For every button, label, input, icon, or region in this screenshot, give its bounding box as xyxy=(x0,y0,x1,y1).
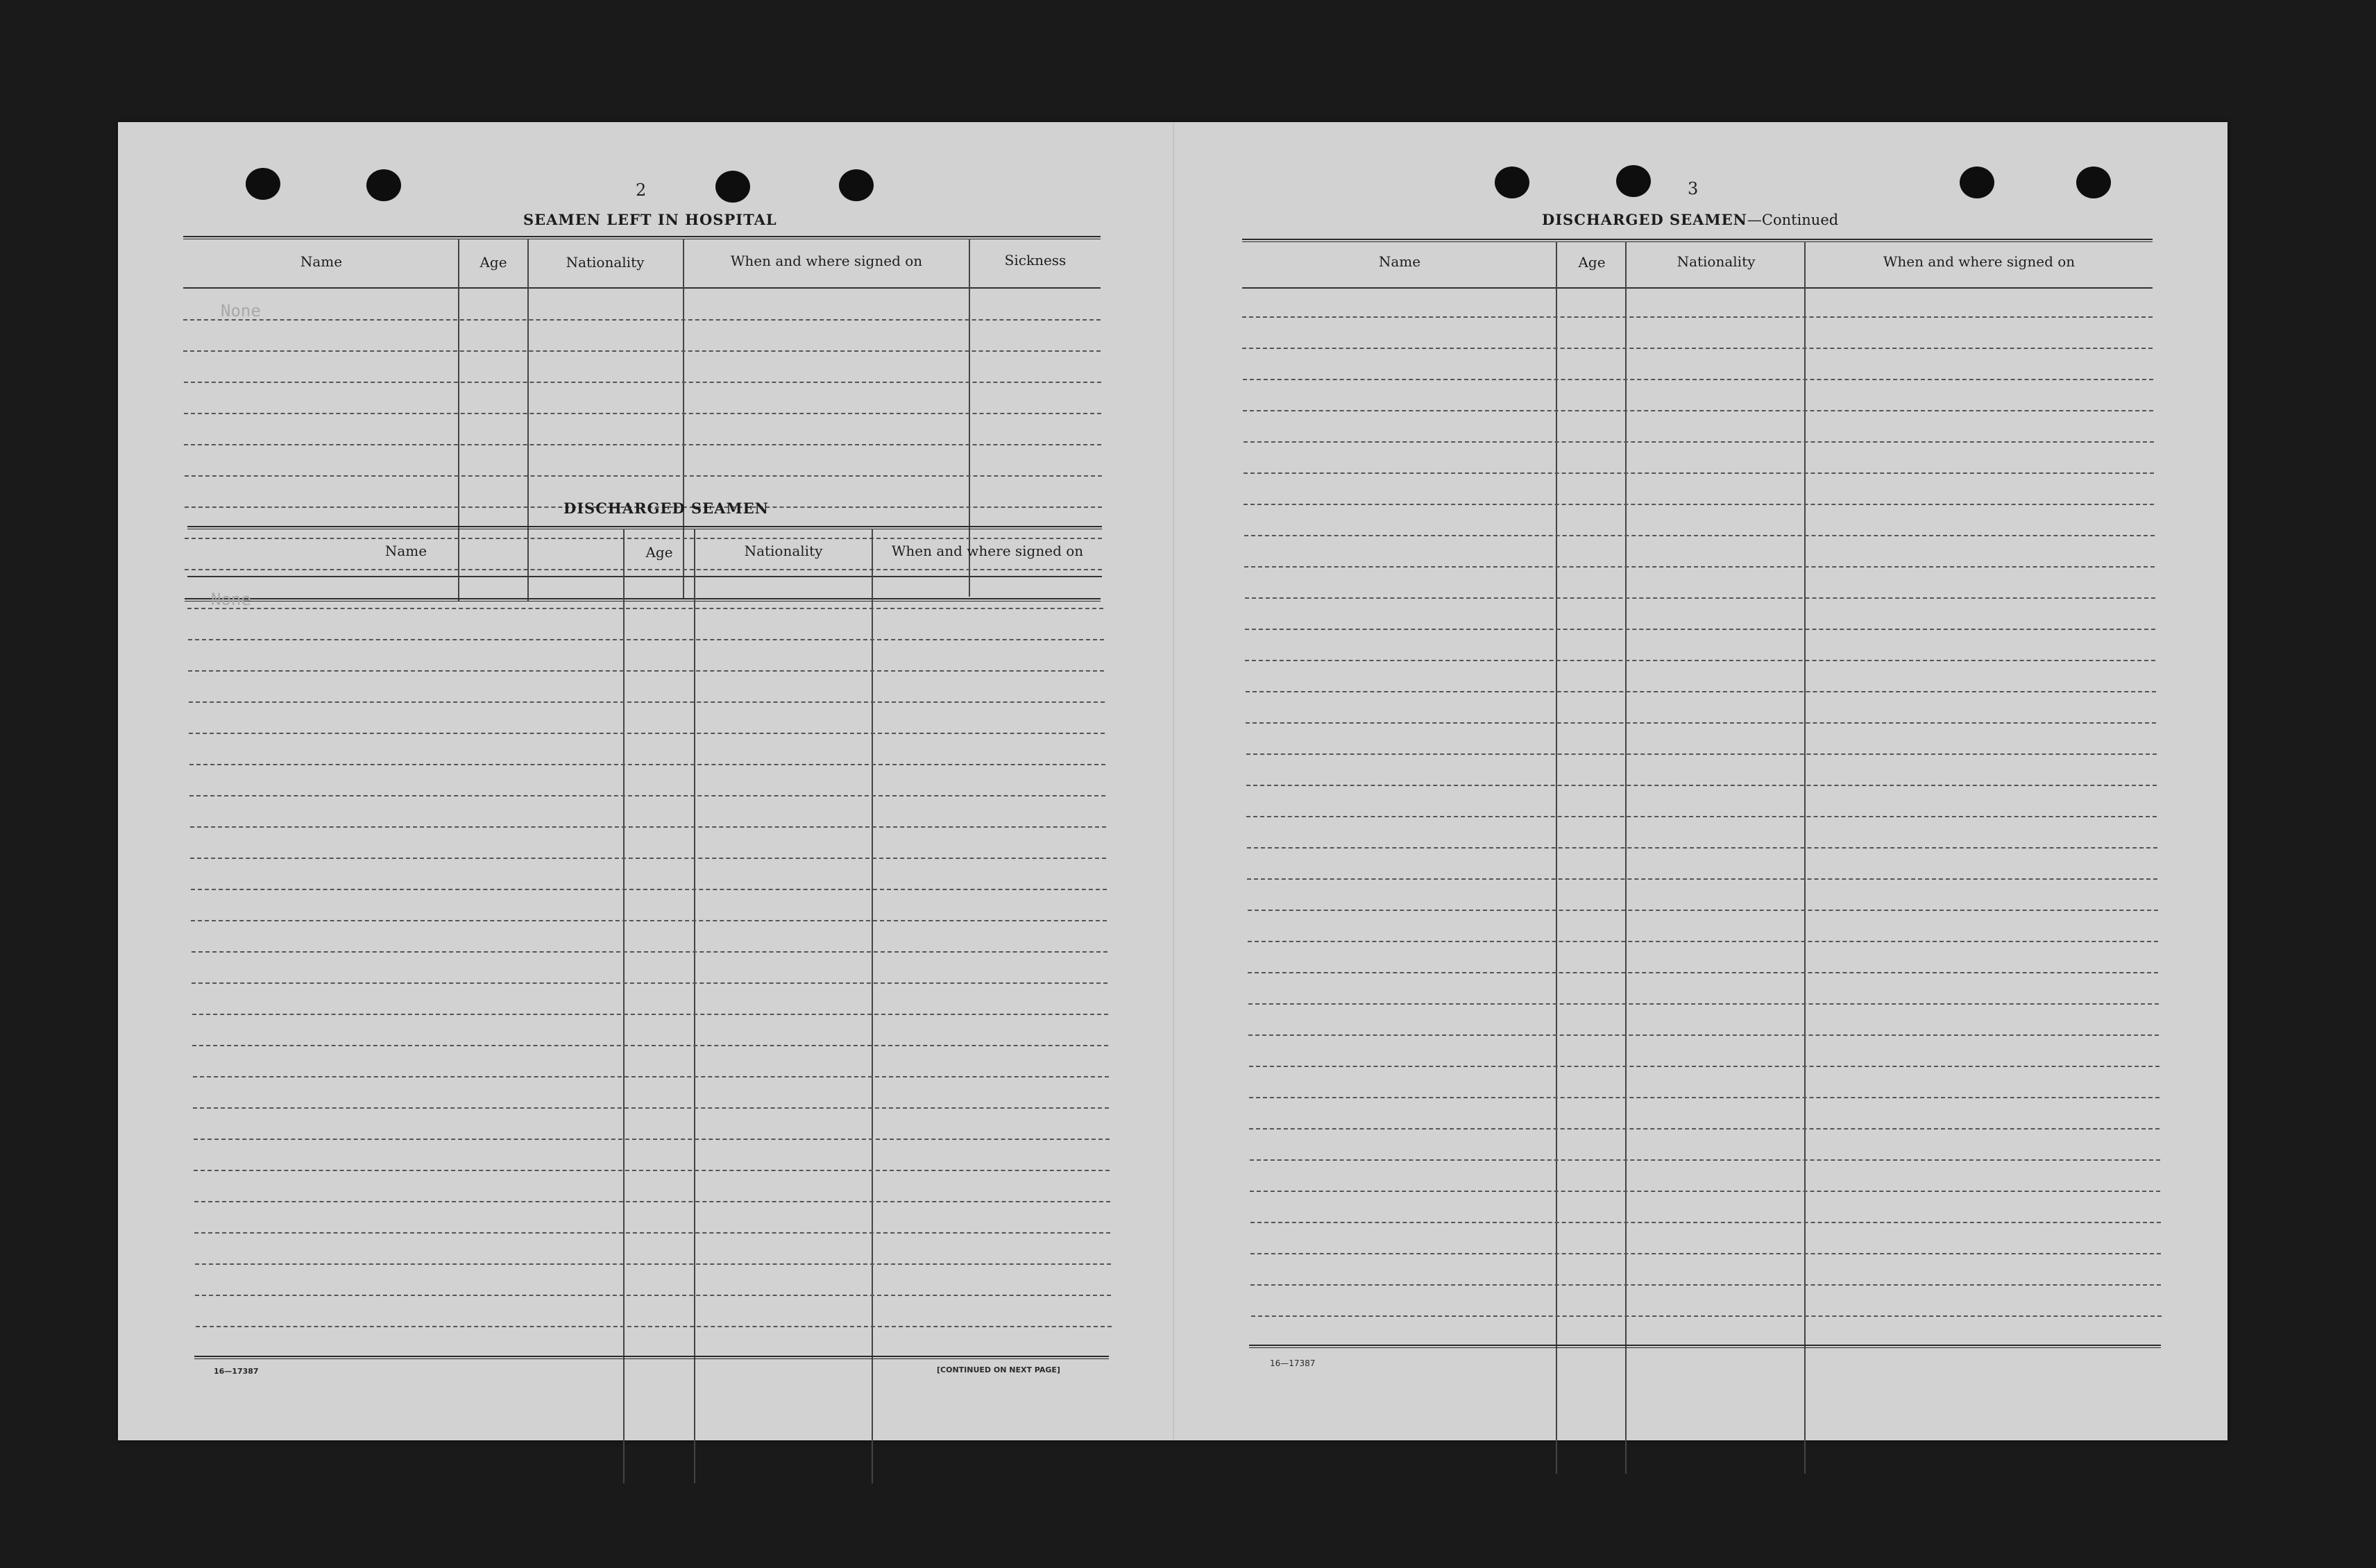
page-number-right xyxy=(1688,179,1698,198)
continued-col-divider xyxy=(1625,241,1627,1474)
row-rule xyxy=(195,1295,1111,1296)
continued-bottom-rule xyxy=(1249,1345,2161,1348)
row-rule xyxy=(1247,878,2157,880)
hospital-col-nationality: Nationality xyxy=(566,254,645,271)
row-rule xyxy=(1244,566,2155,568)
row-rule xyxy=(1244,441,2154,443)
form-code-right: 16—17387 xyxy=(1270,1358,1316,1368)
row-rule xyxy=(194,1170,1110,1171)
row-rule xyxy=(1242,316,2153,318)
row-rule xyxy=(189,764,1105,765)
row-rule xyxy=(1250,1159,2160,1161)
row-rule xyxy=(1247,847,2157,849)
row-rule xyxy=(1242,348,2153,349)
form-code-left: 16—17387 xyxy=(214,1367,259,1376)
continued-col-signed-on: When and where signed on xyxy=(1883,253,2076,270)
continued-col-nationality: Nationality xyxy=(1677,253,1756,270)
row-rule xyxy=(1249,1066,2159,1067)
continued-header-rule xyxy=(1242,287,2153,289)
discharged-bottom-rule-left xyxy=(194,1356,1109,1359)
continued-title-text: DISCHARGED SEAMEN xyxy=(1542,211,1747,228)
row-rule xyxy=(1248,910,2158,911)
row-rule xyxy=(1250,1253,2161,1254)
punch-hole xyxy=(246,168,280,200)
hospital-col-sickness: Sickness xyxy=(1004,252,1067,269)
page-fold xyxy=(1173,122,1174,1440)
row-rule xyxy=(183,350,1101,352)
row-rule xyxy=(1248,972,2158,973)
row-rule xyxy=(189,795,1105,796)
continued-section-title xyxy=(1542,211,1838,228)
row-rule xyxy=(193,1107,1109,1109)
row-rule xyxy=(191,920,1107,921)
discharged-col-signed-on: When and where signed on xyxy=(891,543,1084,559)
row-rule xyxy=(192,951,1108,953)
page-number-right-text: 3 xyxy=(1688,179,1699,198)
row-rule xyxy=(196,1326,1112,1327)
row-rule xyxy=(1249,1097,2159,1098)
row-rule xyxy=(1246,816,2157,817)
row-rule xyxy=(183,319,1101,321)
row-rule xyxy=(185,569,1102,570)
row-rule xyxy=(1245,660,2155,661)
hospital-entry: None xyxy=(221,301,261,321)
row-rule xyxy=(1245,629,2155,630)
discharged-section-title: DISCHARGED SEAMEN xyxy=(563,500,769,517)
ledger-sheet xyxy=(118,122,2228,1440)
hospital-col-age: Age xyxy=(480,254,507,271)
row-rule xyxy=(190,858,1106,859)
row-rule xyxy=(194,1232,1110,1234)
punch-hole xyxy=(1960,167,1994,198)
row-rule xyxy=(193,1076,1109,1077)
row-rule xyxy=(1250,1191,2160,1192)
row-rule xyxy=(1243,410,2153,411)
row-rule xyxy=(189,701,1105,703)
continued-top-rule xyxy=(1242,239,2153,242)
row-rule xyxy=(1248,941,2158,942)
row-rule xyxy=(184,444,1101,445)
row-rule xyxy=(184,382,1101,383)
row-rule xyxy=(185,538,1102,539)
punch-hole xyxy=(1616,165,1651,197)
discharged-header-rule xyxy=(187,576,1102,577)
page-number-left: 2 xyxy=(636,180,647,200)
row-rule xyxy=(1250,1222,2161,1223)
continued-note: [CONTINUED ON NEXT PAGE] xyxy=(937,1365,1060,1374)
hospital-header-rule xyxy=(183,287,1101,289)
row-rule xyxy=(192,1045,1108,1046)
discharged-col-divider xyxy=(872,529,873,1483)
discharged-entry: None xyxy=(211,590,251,609)
punch-hole xyxy=(839,169,874,201)
discharged-col-age: Age xyxy=(645,544,673,561)
hospital-section-title: SEAMEN LEFT IN HOSPITAL xyxy=(523,211,777,228)
row-rule xyxy=(184,413,1101,414)
row-rule xyxy=(192,982,1108,984)
punch-hole xyxy=(715,171,750,203)
row-rule xyxy=(1244,472,2154,474)
row-rule xyxy=(1250,1284,2161,1286)
row-rule xyxy=(1246,691,2156,692)
row-rule xyxy=(1248,1034,2159,1036)
row-rule xyxy=(190,826,1106,828)
continued-col-divider xyxy=(1556,241,1557,1474)
row-rule xyxy=(1248,1003,2159,1005)
row-rule xyxy=(1243,379,2153,380)
punch-hole xyxy=(1495,167,1529,198)
continued-title-suffix: —Continued xyxy=(1747,212,1839,228)
row-rule xyxy=(194,1139,1110,1140)
row-rule xyxy=(1246,753,2157,755)
row-rule xyxy=(187,608,1103,609)
continued-col-age: Age xyxy=(1578,254,1606,271)
discharged-col-divider xyxy=(694,529,695,1483)
row-rule xyxy=(194,1201,1110,1202)
discharged-col-name: Name xyxy=(384,543,427,559)
hospital-bottom-rule xyxy=(185,598,1101,602)
hospital-col-signed-on: When and where signed on xyxy=(730,253,923,269)
punch-hole xyxy=(366,169,401,201)
row-rule xyxy=(188,670,1104,672)
punch-hole xyxy=(2076,167,2111,198)
continued-col-divider xyxy=(1804,241,1806,1474)
row-rule xyxy=(185,475,1102,477)
row-rule xyxy=(189,733,1105,734)
row-rule xyxy=(1244,504,2154,505)
row-rule xyxy=(1251,1315,2162,1317)
row-rule xyxy=(188,639,1104,640)
hospital-top-rule xyxy=(183,236,1101,239)
hospital-col-name: Name xyxy=(300,253,343,270)
discharged-top-rule xyxy=(187,526,1102,529)
row-rule xyxy=(192,1014,1108,1015)
row-rule xyxy=(1249,1128,2159,1130)
discharged-col-nationality: Nationality xyxy=(744,543,823,559)
row-rule xyxy=(1244,535,2155,536)
row-rule xyxy=(191,889,1107,890)
row-rule xyxy=(195,1263,1111,1265)
row-rule xyxy=(1246,722,2156,724)
row-rule xyxy=(1246,785,2157,786)
row-rule xyxy=(1245,597,2155,599)
discharged-col-divider xyxy=(623,529,625,1483)
continued-col-name: Name xyxy=(1378,253,1421,270)
